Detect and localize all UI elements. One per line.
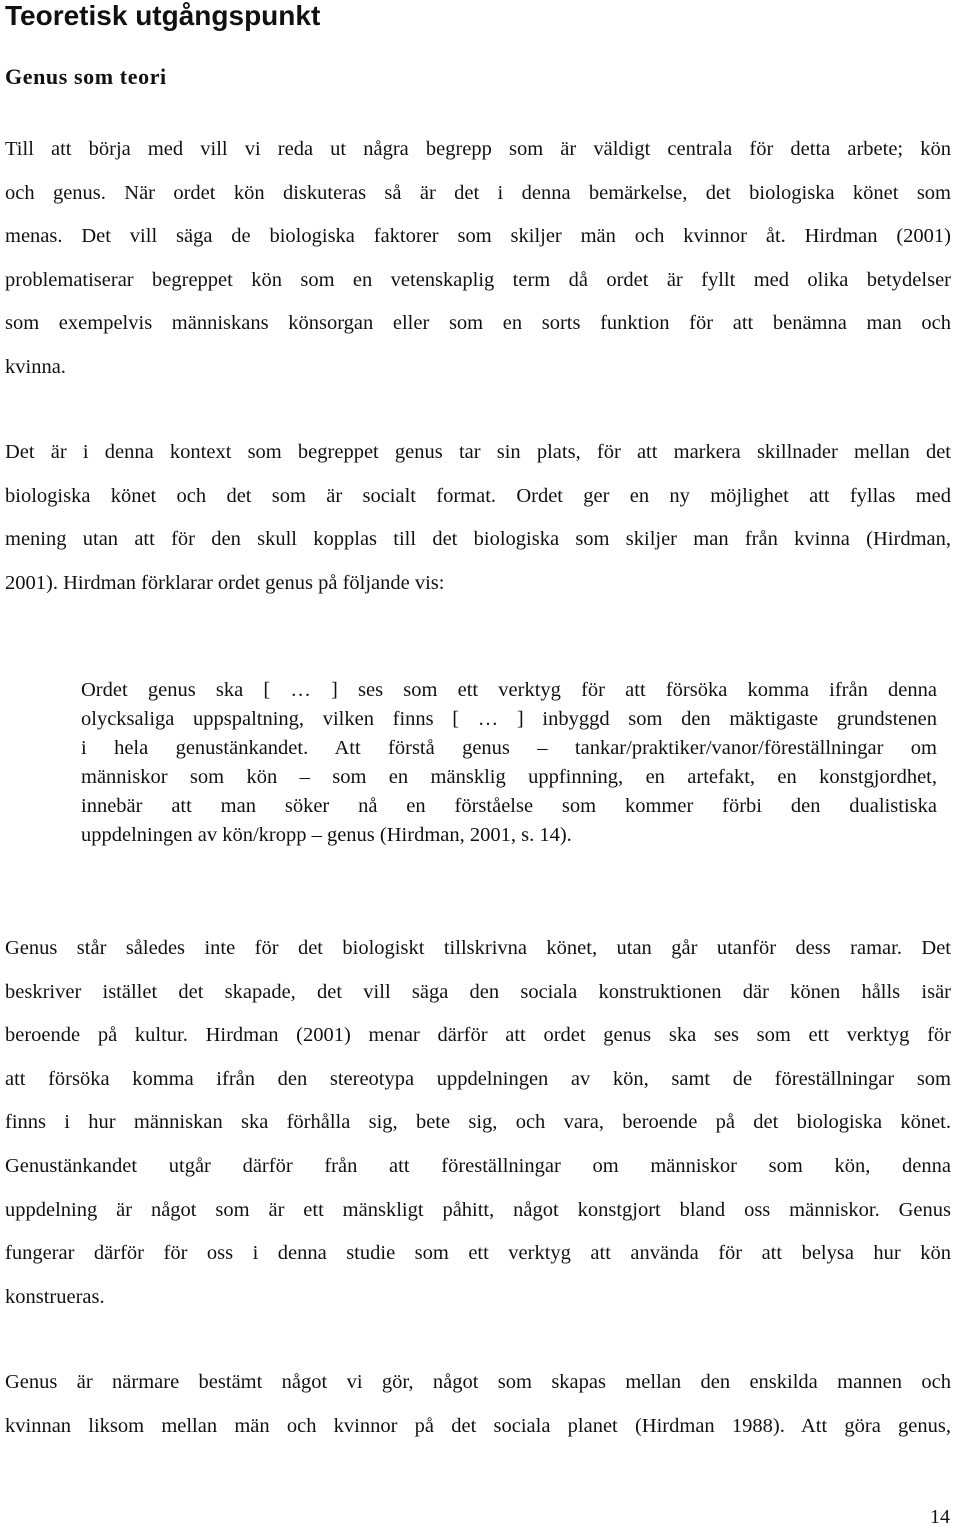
quote-line: olycksaliga uppspaltning, vilken finns [ … ] inbyggd som den mäktigaste grundstenen	[81, 708, 937, 730]
subsection-heading: Genus som teori	[5, 64, 167, 89]
quote-line: uppdelningen av kön/kropp – genus (Hirdman, 2001, s. 14).	[81, 824, 572, 846]
paragraph-line: beroende på kultur. Hirdman (2001) menar därför att ordet genus ska ses som ett verktyg för	[5, 1024, 951, 1047]
quote-line: Ordet genus ska [ … ] ses som ett verktyg för att försöka komma ifrån denna	[81, 679, 937, 701]
paragraph-line: Till att börja med vill vi reda ut några begrepp som är väldigt centrala för detta arbete; kön	[5, 138, 951, 160]
page-number: 14	[930, 1506, 950, 1528]
paragraph-line: biologiska könet och det som är socialt format. Ordet ger en ny möjlighet att fyllas med	[5, 484, 951, 507]
quote-line: innebär att man söker nå en förståelse som kommer förbi den dualistiska	[81, 795, 937, 817]
paragraph-line: Genustänkandet utgår därför från att föreställningar om människor som kön, denna	[5, 1154, 951, 1177]
paragraph-line: Genus är närmare bestämt något vi gör, något som skapas mellan den enskilda mannen och	[5, 1371, 951, 1393]
paragraph-line: uppdelning är något som är ett mänskligt påhitt, något konstgjort bland oss människor. Genus	[5, 1198, 951, 1221]
paragraph-4	[5, 1361, 951, 1448]
paragraph-line: som exempelvis människans könsorgan eller som en sorts funktion för att benämna man och	[5, 312, 951, 335]
paragraph-line: kvinna.	[5, 355, 66, 378]
paragraph-line: problematiserar begreppet kön som en vetenskaplig term då ordet är fyllt med olika betydelser	[5, 268, 951, 291]
paragraph-line: 2001). Hirdman förklarar ordet genus på följande vis:	[5, 571, 445, 594]
paragraph-1	[5, 128, 951, 390]
paragraph-line: menas. Det vill säga de biologiska faktorer som skiljer män och kvinnor åt. Hirdman (2001)	[5, 225, 951, 248]
section-heading: Teoretisk utgångspunkt	[5, 0, 321, 31]
paragraph-line: finns i hur människan ska förhålla sig, bete sig, och vara, beroende på det biologiska könet.	[5, 1111, 951, 1134]
paragraph-line: konstrueras.	[5, 1285, 105, 1308]
paragraph-3	[5, 927, 951, 1319]
quote-line: människor som kön – som en mänsklig uppfinning, en artefakt, en konstgjordhet,	[81, 766, 937, 788]
paragraph-line: fungerar därför för oss i denna studie som ett verktyg att använda för att belysa hur kön	[5, 1242, 951, 1265]
paragraph-line: att försöka komma ifrån den stereotypa uppdelningen av kön, samt de föreställningar som	[5, 1067, 951, 1090]
block-quote	[81, 676, 937, 850]
paragraph-line: mening utan att för den skull kopplas till det biologiska som skiljer man från kvinna (Hirdman,	[5, 528, 951, 551]
paragraph-line: Det är i denna kontext som begreppet genus tar sin plats, för att markera skillnader mellan det	[5, 441, 951, 463]
quote-line: i hela genustänkandet. Att förstå genus – tankar/praktiker/vanor/föreställningar om	[81, 737, 937, 759]
paragraph-2	[5, 431, 951, 605]
paragraph-line: kvinnan liksom mellan män och kvinnor på det sociala planet (Hirdman 1988). Att göra genus,	[5, 1414, 951, 1437]
paragraph-line: och genus. När ordet kön diskuteras så är det i denna bemärkelse, det biologiska könet som	[5, 181, 951, 204]
paragraph-line: beskriver istället det skapade, det vill säga den sociala konstruktionen där könen hålls isär	[5, 980, 951, 1003]
paragraph-line: Genus står således inte för det biologiskt tillskrivna könet, utan går utanför dess ramar. Det	[5, 937, 951, 959]
